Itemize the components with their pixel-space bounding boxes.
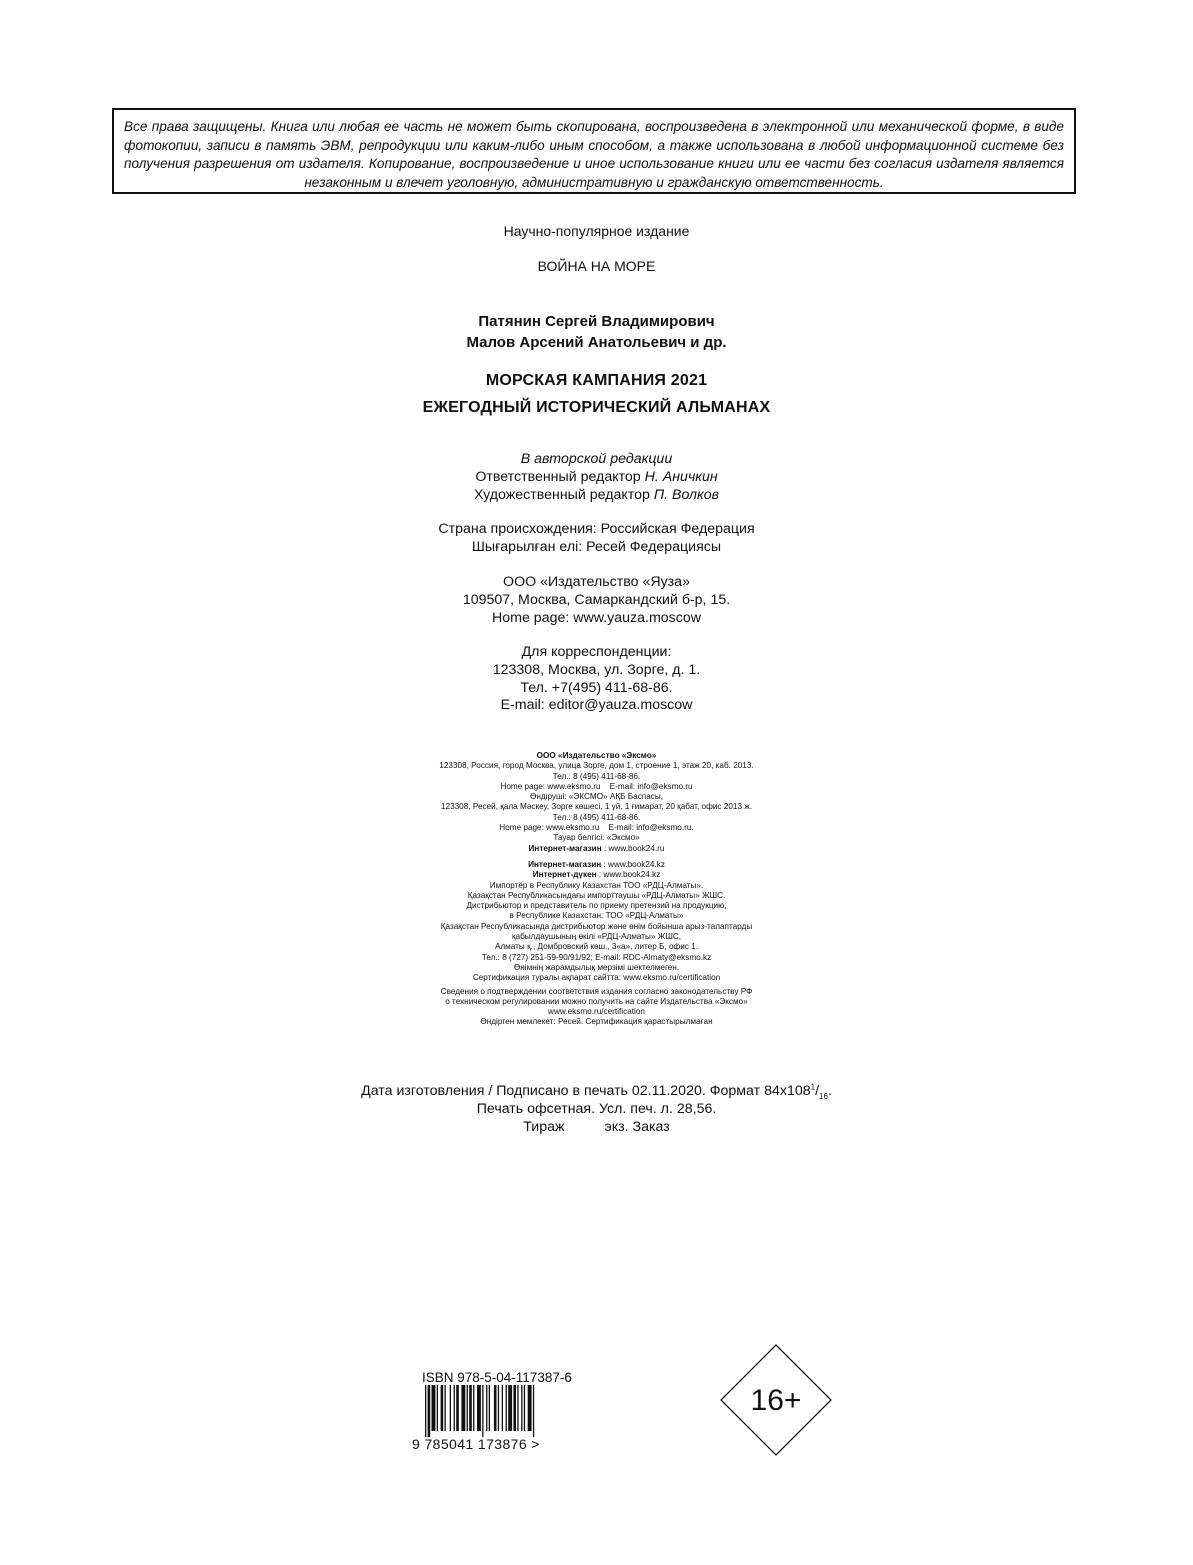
barcode-bar [432,1385,436,1431]
barcode-bar [506,1385,507,1431]
eksmo-line: Алматы қ., Домбровский көш., 3«а», литер Б, офис 1. [494,942,699,952]
barcode-bar [454,1385,455,1431]
barcode-bar [461,1385,465,1431]
barcode-bar [498,1385,499,1431]
barcode-bar [533,1385,534,1437]
eksmo-line: Өндірген мемлекет: Ресей. Сертификация қарастырылмаған [480,1017,713,1027]
eksmo-line: о техническом регулировании можно получить на сайте Издательства «Эксмо» [445,996,748,1006]
print-line-end: . [827,1083,832,1099]
origin-block [0,521,1193,557]
publisher-line: ООО «Издательство «Яуза» [503,574,690,590]
editorial-block [0,451,1193,504]
origin-line: Страна происхождения: Российская Федерация [438,521,755,537]
shop-kz-url: : www.book24.kz [601,859,665,869]
chief-editor-label: Ответственный редактор [475,468,641,485]
book-title: МОРСКАЯ КАМПАНИЯ 2021 [485,372,708,389]
eksmo-block [0,751,1193,1028]
barcode-bar [469,1385,472,1431]
eksmo-line: Өндіруші: «ЭКСМО» АҚБ Баспасы, [529,792,664,802]
author-line: Малов Арсений Анатольевич и др. [466,334,727,351]
barcode-bar [467,1385,468,1431]
print-info: Дата изготовления / Подписано в печать 02.11.2020. Формат $84x108^1/_{16}$. Печать офсетная. Усл. печ. л. 28,56. Тираж экз. Заказ [0,1082,1193,1136]
publisher-line: 109507, Москва, Самаркандский б-р, 15. [462,591,731,608]
correspondence-line: Тел. +7(495) 411-68-86. [520,679,673,696]
eksmo-line: Импортёр в Республику Казахстан ТОО «РДЦ-Алматы». [489,880,704,890]
origin-line: Шығарылған елі: Ресей Федерациясы [471,538,722,555]
book-subtitle: ЕЖЕГОДНЫЙ ИСТОРИЧЕСКИЙ АЛЬМАНАХ [422,399,771,416]
shop-kz2-label: Интернет-дүкен [532,870,597,880]
chief-editor-name: Н. Аничкин [644,468,718,485]
publisher-block [0,574,1193,627]
eksmo-name: ООО «Издательство «Эксмо» [536,751,657,760]
barcode-bar [524,1385,525,1431]
age-rating-badge [720,1344,832,1456]
correspondence-line: 123308, Москва, ул. Зорге, д. 1. [492,661,701,678]
eksmo-line: Тел.: 8 (495) 411-68-86. [552,812,641,822]
eksmo-line: 123308, Ресей, қала Мәскеу, Зорге көшесі, 1 үй, 1 ғимарат, 20 қабат, офис 2013 ж. [440,802,753,812]
publisher-line: Home page: www.yauza.moscow [492,609,701,626]
barcode-bar [521,1385,522,1431]
eksmo-line: Қазақстан Республикасында дистрибьютор және өнім бойынша арыз-талаптарды [440,921,753,931]
eksmo-line: Тел.: 8 (727) 251-59-90/91/92; E-mail: RDC-Almaty@eksmo.kz [481,952,712,962]
eksmo-line: www.eksmo.ru/certification [548,1007,645,1017]
order-label: экз. Заказ [604,1119,670,1135]
barcode-bar [494,1385,497,1431]
eksmo-line: Home page: www.eksmo.ru E-mail: info@eksmo.ru. [499,823,694,833]
eksmo-line: Өнімнің жарамдылық мерзімі шектелмеген. [513,962,680,972]
edition-type: Научно-популярное издание [503,223,690,239]
correspondence-line: E-mail: editor@yauza.moscow [500,697,693,714]
eksmo-line: Қазақстан Республикасындағы импорттаушы «РДЦ-Алматы» ЖШС. [467,890,726,900]
print-run-label: Тираж [523,1119,565,1135]
art-editor-name: П. Волков [653,486,720,503]
eksmo-line: Сертификация туралы ақпарат сайтта: www.eksmo.ru/certification [472,973,721,983]
art-editor-label: Художественный редактор [473,486,650,503]
shop-ru-url: : www.book24.ru [601,843,665,853]
editorial-note: В авторской редакции [520,451,673,467]
authors [0,311,1193,353]
barcode-bar [445,1385,446,1431]
barcode-bar [489,1385,490,1431]
eksmo-line: в Республике Казахстан: ТОО «РДЦ-Алматы» [509,911,684,921]
barcode-bar [441,1385,444,1431]
rights-notice: Все права защищены. Книга или любая ее часть не может быть скопирована, воспроизведена в электронной или механической форме, в виде фотокопии, записи в память ЭВМ, репродукции или каким-либо иным способом, а также использована в любой информационной системе без получения разрешения от издателя. Копирование, воспроизведение и иное использование книги или ее части без согласия издателя является незаконным и влечет уголовную, административную и гражданскую ответственность. [112,108,1076,194]
barcode-bar [508,1385,512,1431]
barcode-bar [477,1385,481,1431]
isbn-label: ISBN 978-5-04-117387-6 [422,1370,572,1385]
correspondence-line: Для корреспонденции: [521,644,672,660]
eksmo-line: қабылдаушының өкілі «РДЦ-Алматы» ЖШС, [511,932,682,942]
print-line: Печать офсетная. Усл. печ. л. 28,56. [476,1101,717,1117]
barcode-bar [437,1385,438,1431]
eksmo-line: Дистрибьютор и представитель по приему претензий на продукцию, [466,901,727,911]
shop-kz2-url: : www.book24.kz [596,870,661,880]
eksmo-line: Home page: www.eksmo.ru E-mail: info@eksmo.ru [500,781,693,791]
eksmo-line: 123308, Россия, город Москва, улица Зорге, дом 1, строение 1, этаж 20, каб. 2013. [439,761,754,771]
barcode-bar [473,1385,474,1431]
format-fraction-num: 1 [810,1082,816,1092]
barcode-bar [456,1385,459,1431]
barcode-bar [450,1385,451,1431]
barcode-bar [428,1385,431,1437]
format-fraction-den: 16 [819,1091,828,1101]
barcode-icon [425,1385,575,1437]
barcode-bar [528,1385,532,1431]
series-name: ВОЙНА НА МОРЕ [537,258,656,274]
barcode-bar [486,1385,487,1431]
age-rating-text: 16+ [750,1384,802,1417]
eksmo-line: Тел.: 8 (495) 411-68-86. [552,771,641,781]
print-line: Дата изготовления / Подписано в печать 02.11.2020. Формат 84x108 [361,1083,811,1099]
shop-ru-label: Интернет-магазин [528,843,602,853]
barcode-bar [482,1385,483,1437]
author-line: Патянин Сергей Владимирович [478,313,715,330]
barcode-digits: 9 785041 173876 > [412,1436,540,1452]
eksmo-line: Тауар белгісі: «Эксмо» [553,833,640,843]
barcode-bar [502,1385,503,1431]
correspondence-block [0,644,1193,715]
eksmo-line: Сведения о подтверждении соответствия издания согласно законодательству РФ [440,986,753,996]
shop-kz-label: Интернет-магазин [528,859,602,869]
barcode-bar [517,1385,518,1431]
barcode-bar [425,1385,426,1437]
barcode-bar [513,1385,516,1431]
